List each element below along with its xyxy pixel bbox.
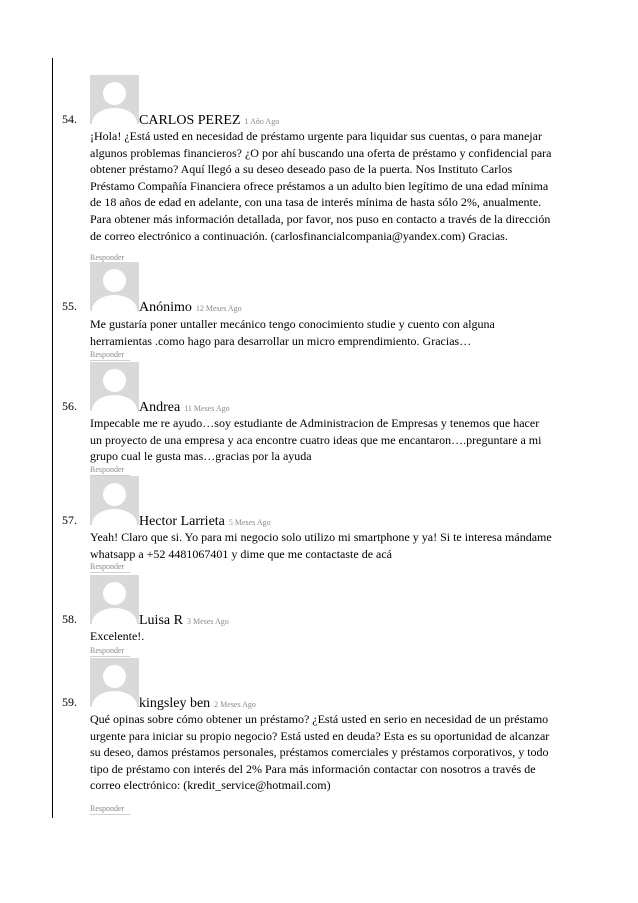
comment-author[interactable]: CARLOS PEREZ: [139, 113, 241, 128]
comment-text: Qué opinas sobre cómo obtener un préstamo? ¿Está usted en serio en necesidad de un préstamo urgente para iniciar su propio negocio? Está usted en deuda? Esta es su oportunidad de alcanzar su deseo, damos préstamos personales, préstamos comerciales y préstamos corporativos, y todo tipo de préstamo con interés del 2% Para más información contactar con nosotros a través de correo electrónico: (kredit_service@hotmail.com): [90, 712, 550, 793]
comment-author[interactable]: Hector Larrieta: [139, 514, 225, 529]
avatar: [90, 262, 139, 311]
comment-date: 5 Meses Ago: [228, 518, 271, 527]
comment-meta: [139, 398, 230, 416]
comment-author[interactable]: Anónimo: [139, 300, 192, 315]
reply-link[interactable]: Responder: [90, 253, 130, 264]
comment-meta: [139, 298, 242, 316]
comment-author[interactable]: kingsley ben: [139, 696, 211, 711]
comment-number: 54.: [62, 112, 77, 126]
comment-number: 56.: [62, 399, 77, 413]
avatar: [90, 658, 139, 707]
reply-link[interactable]: Responder: [90, 804, 130, 815]
comment-meta: [139, 611, 229, 629]
comment-text: ¡Hola! ¿Está usted en necesidad de préstamo urgente para liquidar sus cuentas, o para manejar algunos problemas financieros? ¿O por ahí buscando una oferta de préstamo y confidencial para obtener préstamo? Aquí llegó a su deseo deseado paso de la puerta. Nos Instituto Carlos Préstamo Compañía Financiera ofrece préstamos a un adulto bien legítimo de una edad mínima de 18 años de edad en adelante, con una tasa de interés mínima de hasta sólo 2%, anualmente. Para obtener más información detallada, por favor, nos puso en contacto a través de la dirección de correo electrónico a continuación. (carlosfinancialcompania@yandex.com) Gracias.: [90, 129, 552, 243]
avatar: [90, 75, 139, 124]
comment-date: 3 Meses Ago: [186, 617, 229, 626]
reply-link[interactable]: Responder: [90, 350, 130, 361]
reply-link[interactable]: Responder: [90, 465, 130, 476]
comment-number: 58.: [62, 612, 77, 626]
comment-number: 57.: [62, 513, 77, 527]
comment-text: Impecable me re ayudo…soy estudiante de Administracion de Empresas y tenemos que hacer un proyecto de una empresa y aca encontre cuatro ideas que me encantaron….preguntare a mi grupo cual le gusta mas…gracias por la ayuda: [90, 416, 542, 464]
comment-date: 2 Meses Ago: [214, 700, 256, 709]
reply-link[interactable]: Responder: [90, 562, 130, 573]
avatar: [90, 476, 139, 525]
comment-author[interactable]: Luisa R: [139, 613, 183, 628]
avatar: [90, 362, 139, 411]
comment-text: Yeah! Claro que si. Yo para mi negocio solo utilizo mi smartphone y ya! Si te interesa mándame whatsapp a +52 4481067401 y dime que me contactaste de acá: [90, 530, 552, 561]
comment-text: Me gustaría poner untaller mecánico tengo conocimiento studie y cuento con alguna herramientas .como hago para desarrollar un micro emprendimiento. Gracias…: [90, 317, 495, 348]
reply-link[interactable]: Responder: [90, 646, 130, 657]
avatar: [90, 575, 139, 624]
comment-meta: [139, 111, 279, 129]
comment-number: 59.: [62, 695, 77, 709]
left-margin-rule: [52, 58, 53, 818]
comment-date: 12 Meses Ago: [195, 304, 242, 313]
comment-date: 11 Meses Ago: [184, 404, 230, 413]
comment-text: Excelente!.: [90, 629, 145, 643]
comment-meta: [139, 694, 256, 712]
comment-author[interactable]: Andrea: [139, 400, 181, 415]
comment-meta: [139, 512, 271, 530]
comment-date: 1 Año Ago: [244, 117, 280, 126]
comment-number: 55.: [62, 299, 77, 313]
